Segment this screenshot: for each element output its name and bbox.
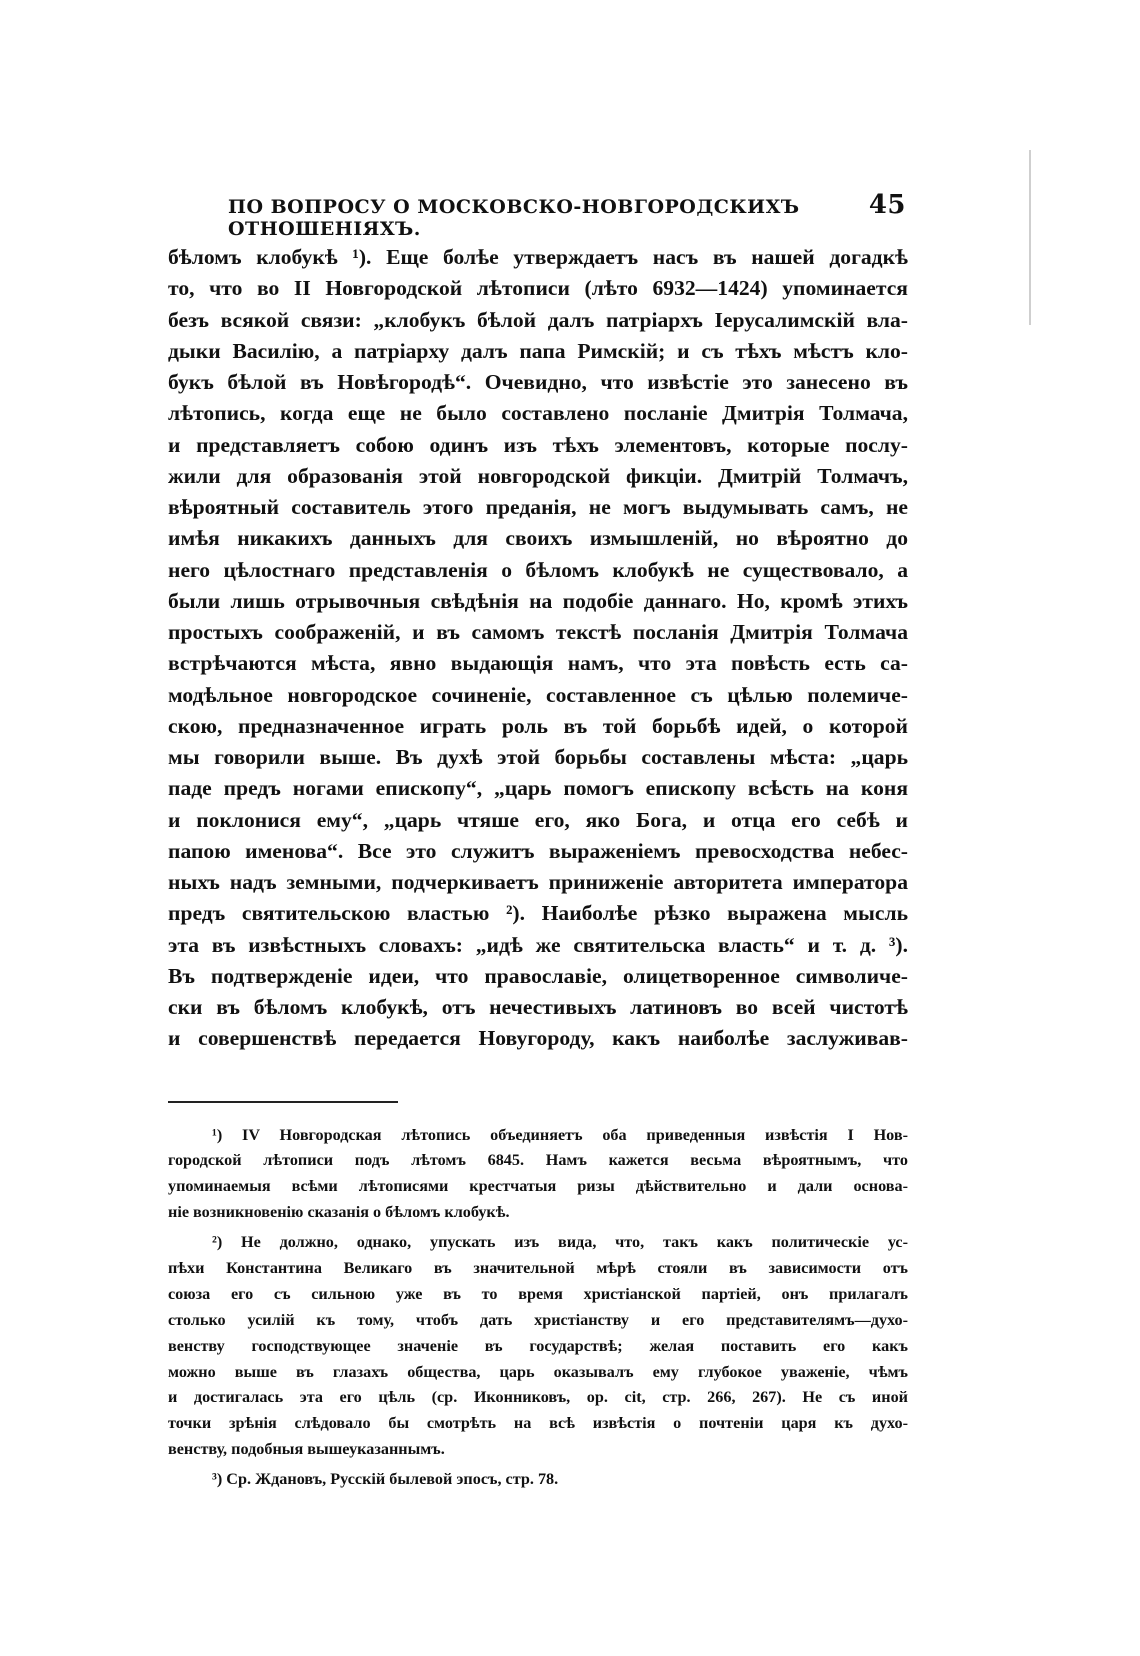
text-line: лѣтопись, когда еще не было составлено посланіе Дмитрія Толмача, [168,401,908,426]
text-line: него цѣлостнаго представленія о бѣломъ клобукѣ не существовало, а [168,557,908,582]
scan-edge-mark [1029,150,1031,325]
text-line: дыки Василію, а патріарху далъ папа Римскій; и съ тѣхъ мѣстъ кло- [168,338,908,363]
footnote-line: ²) Не должно, однако, упускать изъ вида, что, такъ какъ политическіе ус- [212,1233,908,1252]
footnote-line: городской лѣтописи подъ лѣтомъ 6845. Намъ кажется весьма вѣроятнымъ, что [168,1151,908,1170]
text-line: модѣльное новгородское сочиненіе, составленное съ цѣлью полемиче- [168,682,908,707]
book-page [168,190,908,1493]
text-line: бѣломъ клобукѣ ¹). Еще болѣе утверждаетъ насъ въ нашей догадкѣ [168,245,908,269]
text-line: и представляетъ собою одинъ изъ тѣхъ элементовъ, которые послу- [168,432,908,457]
text-line: эта въ извѣстныхъ словахъ: „идѣ же святительска власть“ и т. д. ³). [168,932,908,957]
footnote-line: точки зрѣнія слѣдовало бы смотрѣть на всѣ извѣстія о почтеніи царя къ духо- [168,1414,908,1433]
text-line: паде предъ ногами епископу“, „царь помогъ епископу всѣсть на коня [168,776,908,801]
footnote-line: пѣхи Константина Великаго въ значительной мѣрѣ стояли въ зависимости отъ [168,1258,908,1277]
text-line: то, что во II Новгородской лѣтописи (лѣто 6932—1424) упоминается [168,276,908,301]
footnote-line: ¹) IV Новгородская лѣтопись объединяетъ оба приведенныя извѣстія I Нов- [212,1125,908,1144]
text-line: ныхъ надъ земными, подчеркиваетъ приниженіе авторитета императора [168,870,908,894]
footnote-line: ніе возникновенію сказанія о бѣломъ клобукѣ. [168,1203,510,1222]
text-line: вѣроятный составитель этого преданія, не могъ выдумывать самъ, не [168,495,908,519]
text-line: имѣя никакихъ данныхъ для своихъ измышленій, но вѣроятно до [168,526,908,551]
footnote [168,1123,908,1227]
text-line: безъ всякой связи: „клобукъ бѣлой далъ патріархъ Іерусалимскій вла- [168,307,908,332]
text-line: мы говорили выше. Въ духѣ этой борьбы составлены мѣста: „царь [168,745,908,769]
footnote-line: можно выше въ глазахъ общества, царь оказывалъ ему глубокое уваженіе, чѣмъ [168,1362,908,1381]
text-line: папою именова“. Все это служитъ выраженіемъ превосходства небес- [168,838,908,863]
text-line: ски въ бѣломъ клобукѣ, отъ нечестивыхъ латиновъ во всей чистотѣ [168,995,908,1019]
footnote-line: ³) Ср. Ждановъ, Русскій былевой эпосъ, стр. 78. [212,1470,559,1489]
text-line: Въ подтвержденіе идеи, что православіе, олицетворенное символиче- [168,963,908,988]
text-line: встрѣчаются мѣста, явно выдающія намъ, что эта повѣсть есть са- [168,651,908,676]
text-line: и совершенствѣ передается Новугороду, какъ наиболѣе заслуживав- [168,1026,908,1051]
text-line: букъ бѣлой въ Новѣгородѣ“. Очевидно, что извѣстіе это занесено въ [168,370,908,394]
footnote-line: упоминаемыя всѣми лѣтописями крестчатыя ризы дѣйствительно и дали основа- [168,1177,908,1196]
footnotes [168,1123,908,1493]
footnote-line: столько усилій къ тому, чтобъ дать христіанству и его представителямъ—духо- [168,1310,908,1329]
page-number: 45 [868,190,906,220]
footnote [168,1467,908,1493]
text-line: простыхъ соображеній, и въ самомъ текстѣ посланія Дмитрія Толмача [168,620,908,644]
footnote-line: и достигалась эта его цѣль (ср. Иконниковъ, op. cit, стр. 266, 267). Не съ иной [168,1388,908,1407]
text-line: скою, предназначенное играть роль въ той борьбѣ идей, о которой [168,713,908,738]
page-header [168,190,908,240]
text-line: предъ святительскою властью ²). Наиболѣе рѣзко выражена мысль [168,901,908,926]
footnote-line: союза его съ сильною уже въ то время христіанской партіей, онъ прилагалъ [168,1284,908,1303]
text-line: были лишь отрывочныя свѣдѣнія на подобіе даннаго. Но, кромѣ этихъ [168,588,908,613]
text-line: и поклонися ему“, „царь чтяше его, яко Бога, и отца его себѣ и [168,807,908,832]
footnote [168,1230,908,1463]
footnote-line: венству господствующее значеніе въ государствѣ; желая поставить его какъ [168,1336,908,1355]
body-text [168,242,908,1055]
footnote-line: венству, подобныя вышеуказаннымъ. [168,1440,445,1459]
text-line: жили для образованія этой новгородской фикціи. Дмитрій Толмачъ, [168,463,908,488]
running-title: ПО ВОПРОСУ О МОСКОВСКО-НОВГОРОДСКИХЪ ОТНОШЕНІЯХЪ. [228,196,800,240]
footnote-rule [168,1101,398,1103]
